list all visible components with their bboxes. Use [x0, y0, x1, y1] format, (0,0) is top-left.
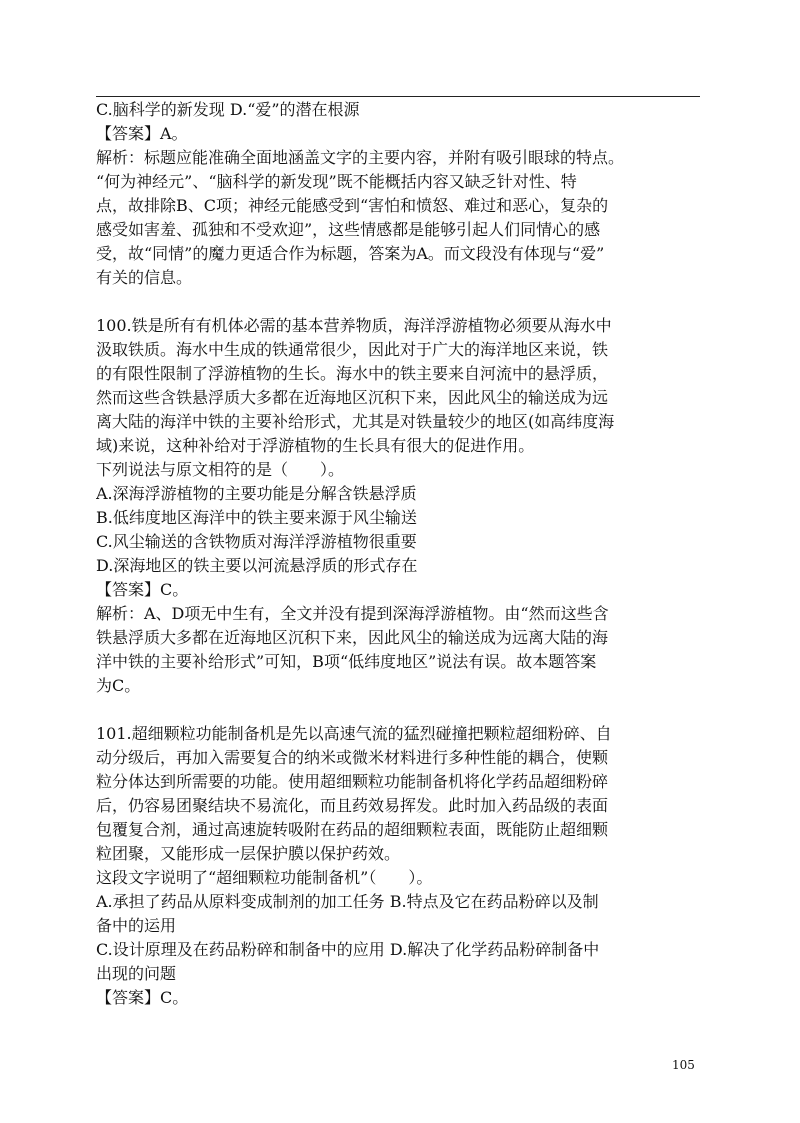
q100-stem-line: 的有限性限制了浮游植物的生长。海水中的铁主要来自河流中的悬浮质， — [96, 364, 609, 383]
q100-prompt: 下列说法与原文相符的是（ ）。 — [96, 460, 345, 479]
question-101 — [96, 722, 700, 1010]
q100-analysis-line: 为C。 — [96, 676, 141, 695]
q100-analysis-line: 铁悬浮质大多都在近海地区沉积下来，因此风尘的输送成为远离大陆的海 — [96, 628, 609, 647]
q100-stem-line: 离大陆的海洋中铁的主要补给形式，尤其是对铁量较少的地区(如高纬度海 — [96, 412, 615, 431]
q101-stem-line: 101.超细颗粒功能制备机是先以高速气流的猛烈碰撞把颗粒超细粉碎、自 — [96, 724, 612, 743]
q100-option-c: C.风尘输送的含铁物质对海洋浮游植物很重要 — [96, 532, 417, 551]
q99-analysis-line: 受，故“同情”的魔力更适合作为标题，答案为A。而文段没有体现与“爱” — [96, 244, 605, 263]
page-number: 105 — [672, 1058, 695, 1072]
q101-options-cd: C.设计原理及在药品粉碎和制备中的应用 D.解决了化学药品粉碎制备中 — [96, 940, 600, 959]
q99-analysis-line: “何为神经元”、“脑科学的新发现”既不能概括内容又缺乏针对性、特 — [96, 172, 577, 191]
q101-stem-line: 粒团聚，又能形成一层保护膜以保护药效。 — [96, 844, 401, 863]
q101-prompt: 这段文字说明了“超细颗粒功能制备机”（ ）。 — [96, 868, 433, 887]
q100-answer: 【答案】C。 — [96, 580, 189, 599]
q100-option-a: A.深海浮游植物的主要功能是分解含铁悬浮质 — [96, 484, 417, 503]
q99-option-line: C.脑科学的新发现 D.“爱”的潜在根源 — [96, 100, 360, 119]
q99-analysis-line: 解析：标题应能准确全面地涵盖文字的主要内容，并附有吸引眼球的特点。 — [96, 148, 625, 167]
q100-stem-line: 域)来说，这种补给对于浮游植物的生长具有很大的促进作用。 — [96, 436, 535, 455]
q101-stem-line: 动分级后，再加入需要复合的纳米或微米材料进行多种性能的耦合，使颗 — [96, 748, 609, 767]
q101-stem-line: 后，仍容易团聚结块不易流化，而且药效易挥发。此时加入药品级的表面 — [96, 796, 609, 815]
q100-option-b: B.低纬度地区海洋中的铁主要来源于风尘输送 — [96, 508, 417, 527]
q100-option-d: D.深海地区的铁主要以河流悬浮质的形式存在 — [96, 556, 418, 575]
q101-options-cd-cont: 出现的问题 — [96, 964, 177, 983]
q101-stem-line: 粒分体达到所需要的功能。使用超细颗粒功能制备机将化学药品超细粉碎 — [96, 772, 609, 791]
q99-analysis-line: 点，故排除B、C项；神经元能感受到“害怕和愤怒、难过和恶心，复杂的 — [96, 196, 609, 215]
q99-analysis-line: 感受如害羞、孤独和不受欢迎”，这些情感都是能够引起人们同情心的感 — [96, 220, 601, 239]
q101-options-ab-cont: 备中的运用 — [96, 916, 177, 935]
q100-stem-line: 汲取铁质。海水中生成的铁通常很少，因此对于广大的海洋地区来说，铁 — [96, 340, 609, 359]
question-99-tail — [96, 98, 700, 290]
q100-stem-line: 100.铁是所有有机体必需的基本营养物质，海洋浮游植物必须要从海水中 — [96, 316, 612, 335]
paragraph-spacer — [96, 698, 700, 722]
q101-options-ab: A.承担了药品从原料变成制剂的加工任务 B.特点及它在药品粉碎以及制 — [96, 892, 599, 911]
q100-analysis-line: 洋中铁的主要补给形式”可知，B项“低纬度地区”说法有误。故本题答案 — [96, 652, 597, 671]
header-rule — [96, 96, 700, 97]
q101-stem-line: 包覆复合剂，通过高速旋转吸附在药品的超细颗粒表面，既能防止超细颗 — [96, 820, 609, 839]
q99-answer: 【答案】A。 — [96, 124, 188, 143]
paragraph-spacer — [96, 290, 700, 314]
q99-analysis-line: 有关的信息。 — [96, 268, 193, 287]
question-100 — [96, 314, 700, 698]
q101-answer: 【答案】C。 — [96, 988, 189, 1007]
q100-stem-line: 然而这些含铁悬浮质大多都在近海地区沉积下来，因此风尘的输送成为远 — [96, 388, 609, 407]
page-body — [96, 98, 700, 1010]
q100-analysis-line: 解析：A、D项无中生有，全文并没有提到深海浮游植物。由“然而这些含 — [96, 604, 609, 623]
